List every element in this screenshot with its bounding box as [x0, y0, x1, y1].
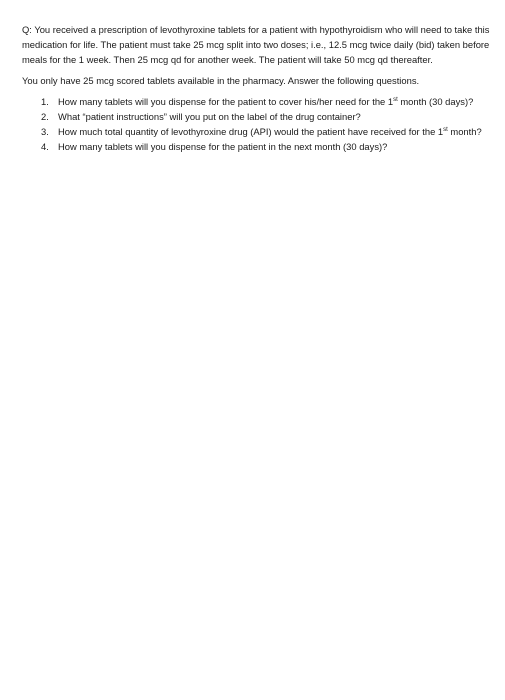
question-number: 3. [41, 126, 49, 137]
document-page [22, 22, 497, 154]
list-item [22, 139, 497, 154]
question-number: 2. [41, 111, 49, 122]
question-list [22, 94, 497, 154]
list-item [22, 94, 497, 109]
list-item [22, 124, 497, 139]
question-number: 4. [41, 141, 49, 152]
question-text: What “patient instructions” will you put on the label of the drug container? [58, 111, 361, 122]
question-intro: Q: You received a prescription of levothyroxine tablets for a patient with hypothyroidism who will need to take this medication for life. The patient must take 25 mcg split into two doses; i.e., 12.5 mcg twice daily (bid) taken before meals for the 1 week. Then 25 mcg qd for another week. The patient will take 50 mcg qd thereafter. [22, 24, 490, 65]
question-text: How many tablets will you dispense for the patient in the next month (30 days)? [58, 141, 388, 152]
question-number: 1. [41, 96, 49, 107]
question-text: How much total quantity of levothyroxine drug (API) would the patient have received for the 1st month? [58, 126, 482, 137]
pharmacy-note: You only have 25 mcg scored tablets available in the pharmacy. Answer the following questions. [22, 75, 420, 86]
list-item [22, 109, 497, 124]
ordinal-suffix: st [393, 96, 398, 103]
ordinal-suffix: st [443, 126, 448, 133]
question-text: How many tablets will you dispense for the patient to cover his/her need for the 1st month (30 days)? [58, 96, 474, 107]
